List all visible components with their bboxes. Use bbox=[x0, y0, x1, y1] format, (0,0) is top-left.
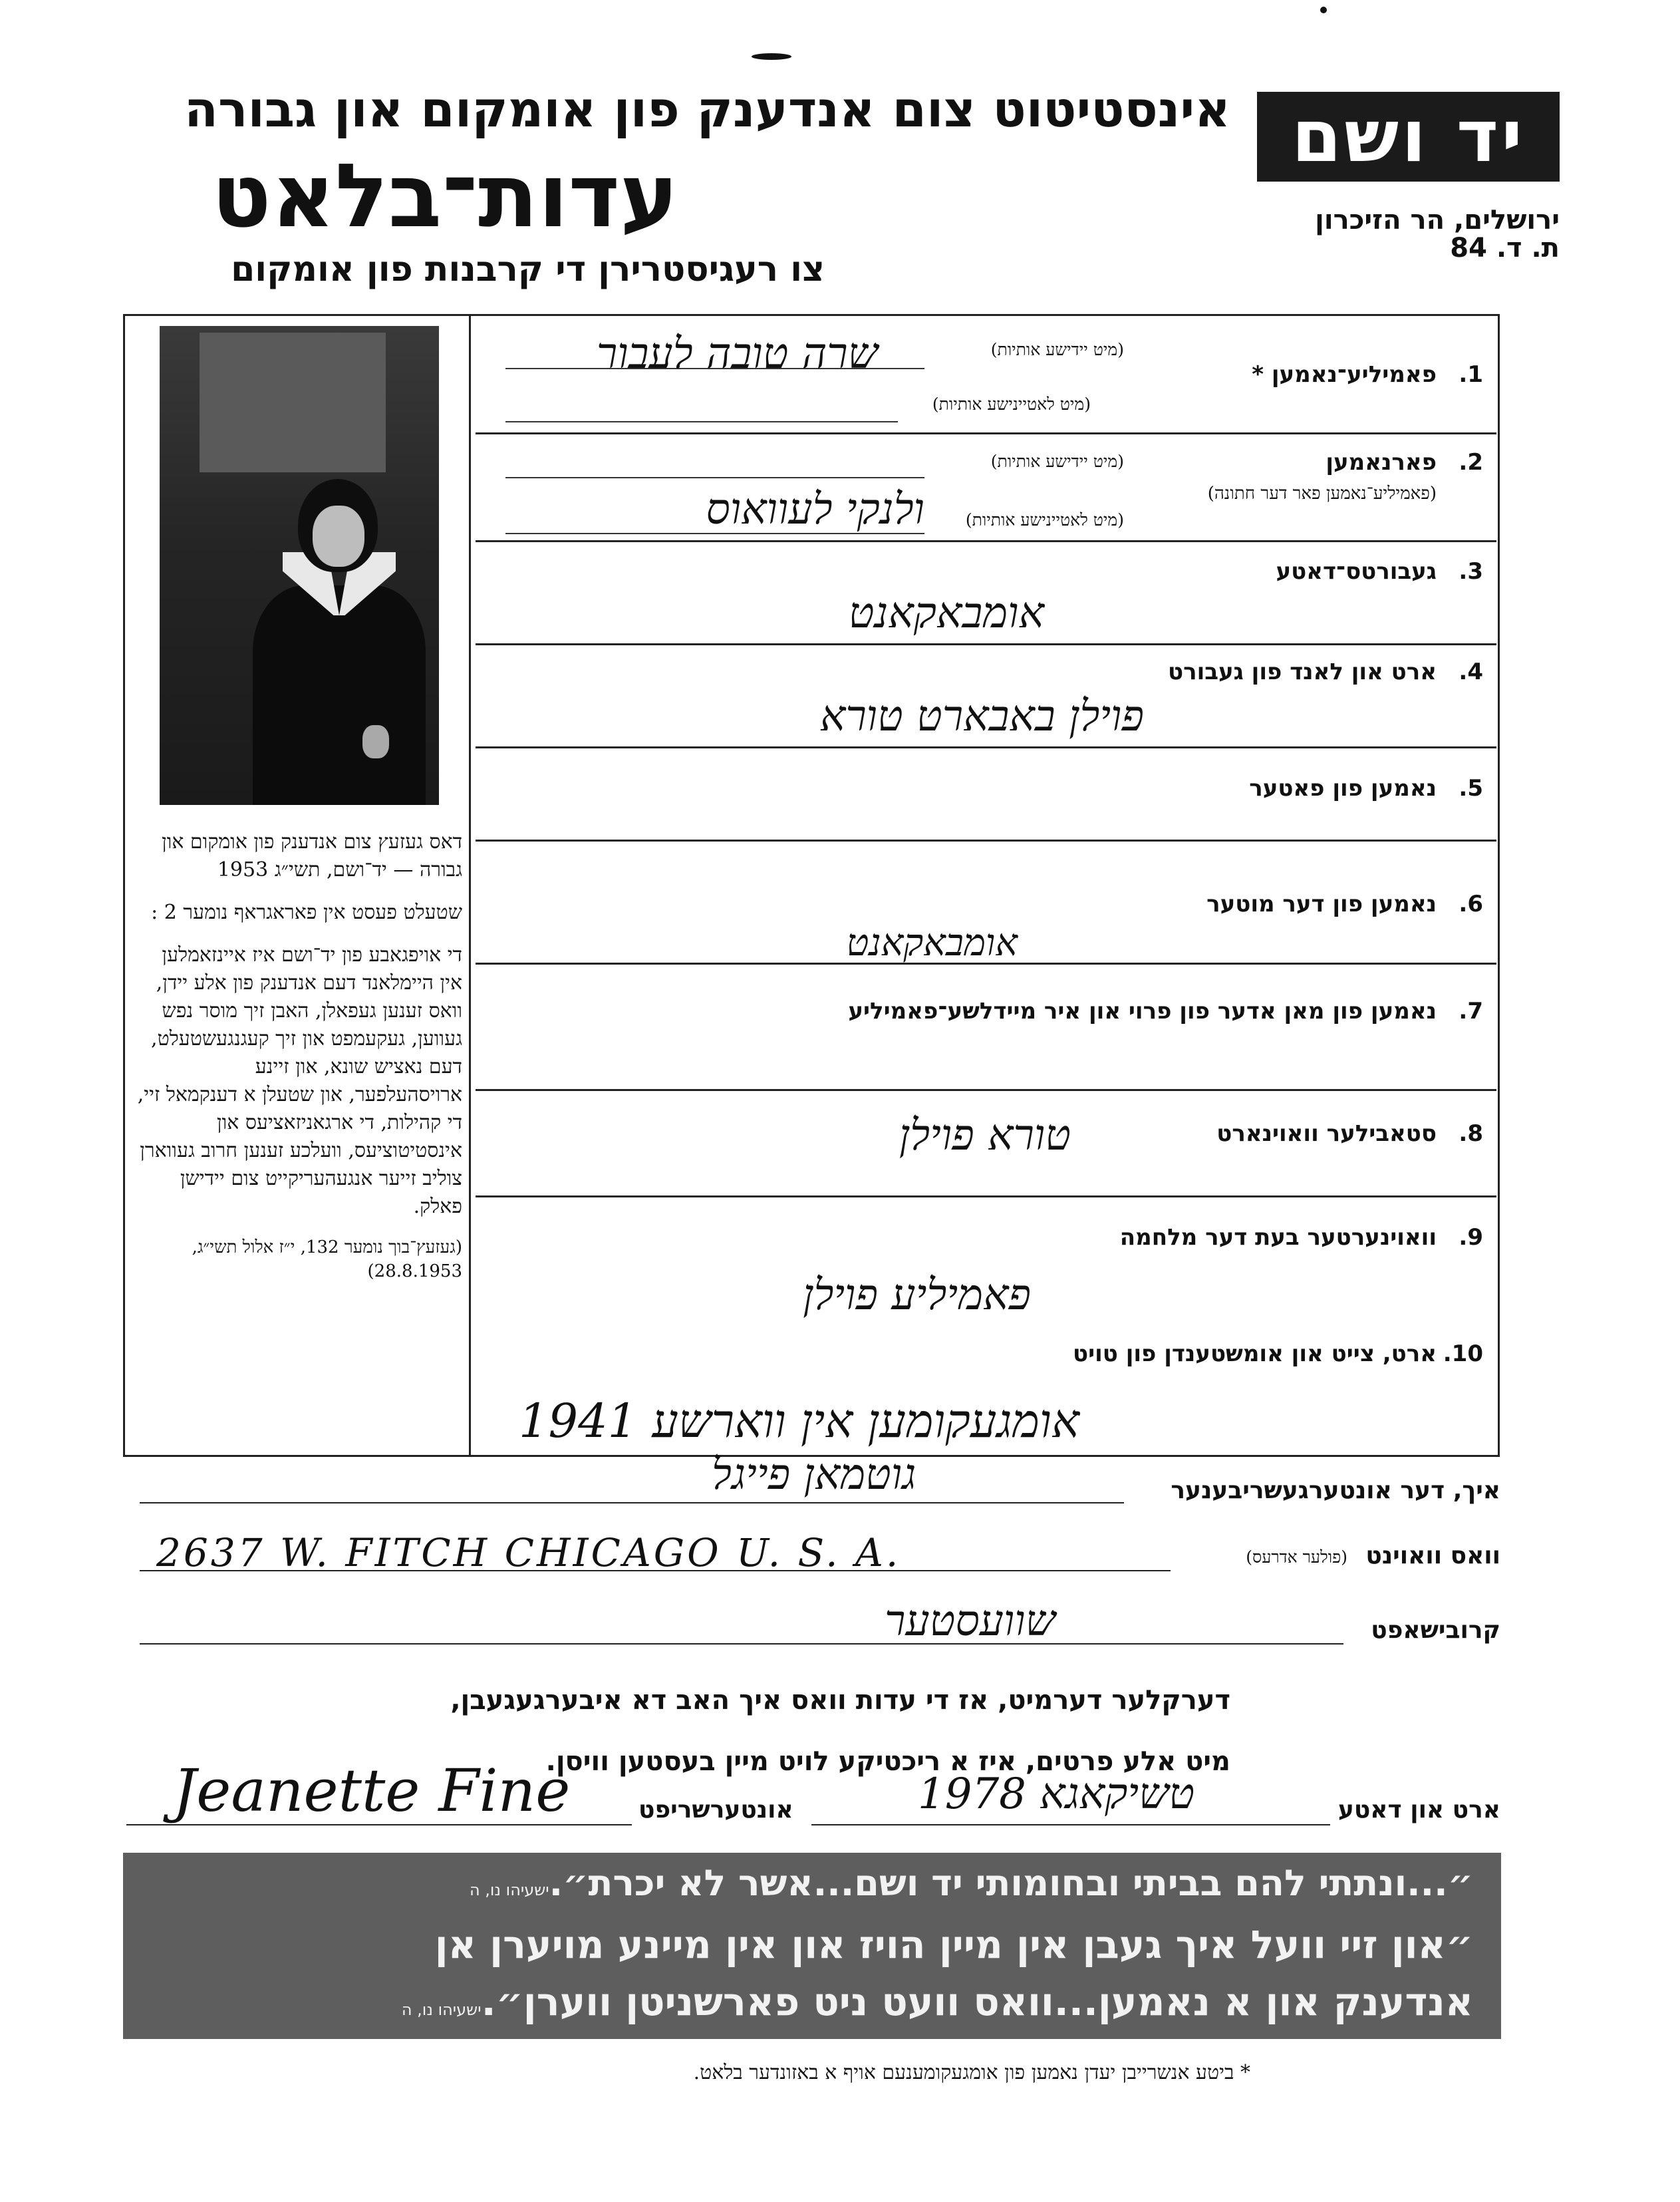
relation-label: קרובישאפט bbox=[1371, 1617, 1500, 1644]
handwritten-death-circumstances: אומגעקומען אין ווארשע 1941 bbox=[519, 1394, 1079, 1448]
field-number: 1. bbox=[1459, 361, 1483, 388]
field-label: ארט און לאנד פון געבורט bbox=[1168, 659, 1437, 685]
field-label: נאמען פון מאן אדער פון פרוי און איר מיידלשע־פאמיליע bbox=[848, 998, 1437, 1024]
field-row-8 bbox=[476, 1091, 1496, 1197]
field-row-4 bbox=[476, 645, 1496, 748]
photo-figure-face bbox=[313, 506, 364, 567]
field-line bbox=[505, 477, 924, 478]
ink-speck bbox=[1320, 7, 1327, 13]
field-line bbox=[505, 421, 898, 422]
handwritten-permanent-residence: טורא פוילן bbox=[899, 1111, 1071, 1160]
paragraph-reference: שטעלט פעסט אין פאראגראף נומער 2 : bbox=[151, 901, 462, 924]
law-text-block bbox=[136, 828, 462, 1298]
handwritten-family-name: שרה טובה לעבור bbox=[596, 329, 878, 379]
field-row-2 bbox=[476, 434, 1496, 542]
form-title: עדות־בלאט bbox=[211, 145, 678, 247]
field-label: געבורטס־דאטע bbox=[1276, 558, 1437, 585]
field-number: 8. bbox=[1459, 1120, 1483, 1147]
field-row-6 bbox=[476, 842, 1496, 965]
photo-figure-hand bbox=[362, 725, 389, 758]
field-hint-yiddish: (מיט יידישע אותיות) bbox=[990, 340, 1124, 359]
banner-verse-yiddish-end: אנדענק און א נאמען...וואס וועט ניט פארשניטן ווערן״. bbox=[481, 1979, 1473, 2024]
place-date-label: ארט און דאטע bbox=[1337, 1796, 1500, 1823]
field-label: וואוינערטער בעת דער מלחמה bbox=[1119, 1224, 1437, 1251]
relation-line bbox=[140, 1643, 1343, 1645]
address-line-2: ת. ד. 84 bbox=[1450, 233, 1560, 263]
signature-label: אונטערשריפט bbox=[638, 1796, 793, 1823]
field-row-5 bbox=[476, 748, 1496, 842]
banner-line-2: ״און זיי וועל איך געבן אין מיין הויז און אין מיינע מויערן אן bbox=[434, 1922, 1473, 1967]
field-label: פאמיליע־נאמען * bbox=[1252, 361, 1437, 388]
handwritten-undersigned-name: גוטמאן פייגל bbox=[712, 1450, 916, 1499]
declaration-line-1: דערקלער דערמיט, אז די עדות וואס איך האב דא איבערגעגעבן, bbox=[450, 1685, 1230, 1716]
field-label: נאמען פון פאטער bbox=[1249, 775, 1437, 802]
law-body: די אויפגאבע פון יד־ושם איז איינזאמלען אין היימלאנד דעם אנדענק פון אלע יידן, וואס זענען געפאלן, האבן זיך מוסר נפש געווען, געקעמפט און זיך קעגנגעשטעלט, דעם נאציש שונא, און זיינע ארויסהעלפער, און שטעלן א דענקמאל זיי, די קהילות, די ארגאניזאציעס און אינסטיטוציעס, וועלכע זענען חרוב געווארן צוליב זייער אנגעהעריקייט צום יידישן פאלק. bbox=[137, 943, 462, 1218]
address-hint: (פולער אדרעס) bbox=[1246, 1547, 1347, 1567]
field-number: 5. bbox=[1459, 775, 1483, 802]
banner-source-1: ישעיהו נו, ה bbox=[469, 1881, 549, 1899]
undersigned-line bbox=[140, 1502, 1124, 1503]
address-label: וואס וואוינט bbox=[1365, 1542, 1500, 1569]
yad-vashem-logo bbox=[1257, 92, 1560, 182]
photo-background-window bbox=[200, 333, 386, 472]
handwritten-birth-date: אומבאקאנט bbox=[848, 589, 1044, 638]
field-number: 7. bbox=[1459, 998, 1483, 1024]
field-row-9 bbox=[476, 1197, 1496, 1340]
field-number: 2. bbox=[1459, 449, 1483, 476]
handwritten-signature: Jeanette Fine bbox=[173, 1756, 571, 1825]
field-label: סטאבילער וואוינארט bbox=[1216, 1120, 1437, 1147]
field-hint-latin: (מיט לאטיינישע אותיות) bbox=[932, 394, 1091, 414]
field-row-7 bbox=[476, 965, 1496, 1091]
declaration-line-2: מיט אלע פרטים, איז א ריכטיקע לויט מיין בעסטען וויסן. bbox=[545, 1746, 1230, 1777]
field-row-1 bbox=[476, 316, 1496, 434]
handwritten-relation: שוועסטער bbox=[885, 1597, 1055, 1646]
logo-text: יד ושם bbox=[1291, 95, 1526, 178]
field-label: נאמען פון דער מוטער bbox=[1206, 891, 1437, 917]
place-date-line bbox=[811, 1824, 1330, 1825]
field-number: 10. bbox=[1443, 1340, 1483, 1367]
handwritten-address: 2637 W. FITCH CHICAGO U. S. A. bbox=[156, 1530, 901, 1575]
handwritten-birth-place: פוילן באבארט טורא bbox=[819, 692, 1144, 741]
field-sublabel: (פאמיליע־נאמען פאר דער חתונה) bbox=[1207, 484, 1437, 504]
field-label: ארט, צייט און אומשטענדן פון טויט bbox=[1072, 1340, 1437, 1367]
verse-banner bbox=[123, 1853, 1501, 2039]
law-reference: דאס געזעץ צום אנדענק פון אומקום און גבורה — יד־ושם, תשי״ג 1953 bbox=[162, 830, 462, 881]
handwritten-wartime-residence: פאמיליע פוילן bbox=[803, 1271, 1031, 1320]
field-number: 9. bbox=[1459, 1224, 1483, 1251]
field-number: 6. bbox=[1459, 891, 1483, 917]
handwritten-mother-name: אומבאקאנט bbox=[846, 921, 1018, 965]
handwritten-place-date: טשיקאגא 1978 bbox=[918, 1770, 1195, 1819]
undersigned-label: איך, דער אונטערגעשריבענער bbox=[1171, 1477, 1500, 1504]
handwritten-first-name: ולנקי לעוואוס bbox=[706, 485, 924, 534]
form-subtitle: צו רעגיסטרירן די קרבנות פון אומקום bbox=[231, 249, 825, 289]
footnote: * ביטע אנשרייבן יעדן נאמען פון אומגעקומענעם אויף א באזונדער בלאט. bbox=[693, 2061, 1250, 2084]
banner-line-3 bbox=[123, 1979, 1473, 2024]
banner-line-1 bbox=[123, 1862, 1473, 1904]
address-line-1: ירושלים, הר הזיכרון bbox=[1315, 205, 1560, 236]
institute-title: אינסטיטוט צום אנדענק פון אומקום און גבורה bbox=[184, 81, 1230, 138]
field-hint-latin: (מיט לאטיינישע אותיות) bbox=[965, 510, 1124, 530]
field-number: 4. bbox=[1459, 659, 1483, 685]
photo-figure-body bbox=[253, 585, 426, 805]
field-hint-yiddish: (מיט יידישע אותיות) bbox=[990, 452, 1124, 471]
law-citation: (געזעץ־בוך נומער 132, י״ז אלול תשי״ג, 28.8.1953) bbox=[192, 1237, 462, 1281]
banner-source-2: ישעיהו נו, ה bbox=[401, 2000, 482, 2019]
banner-verse-hebrew: ״...ונתתי להם בביתי ובחומותי יד ושם...אשר לא יכרת״. bbox=[549, 1862, 1473, 1904]
field-row-3 bbox=[476, 542, 1496, 645]
ink-speck bbox=[752, 53, 791, 60]
address-block bbox=[1204, 206, 1560, 262]
field-label: פארנאמען bbox=[1326, 449, 1437, 476]
field-number: 3. bbox=[1459, 558, 1483, 585]
